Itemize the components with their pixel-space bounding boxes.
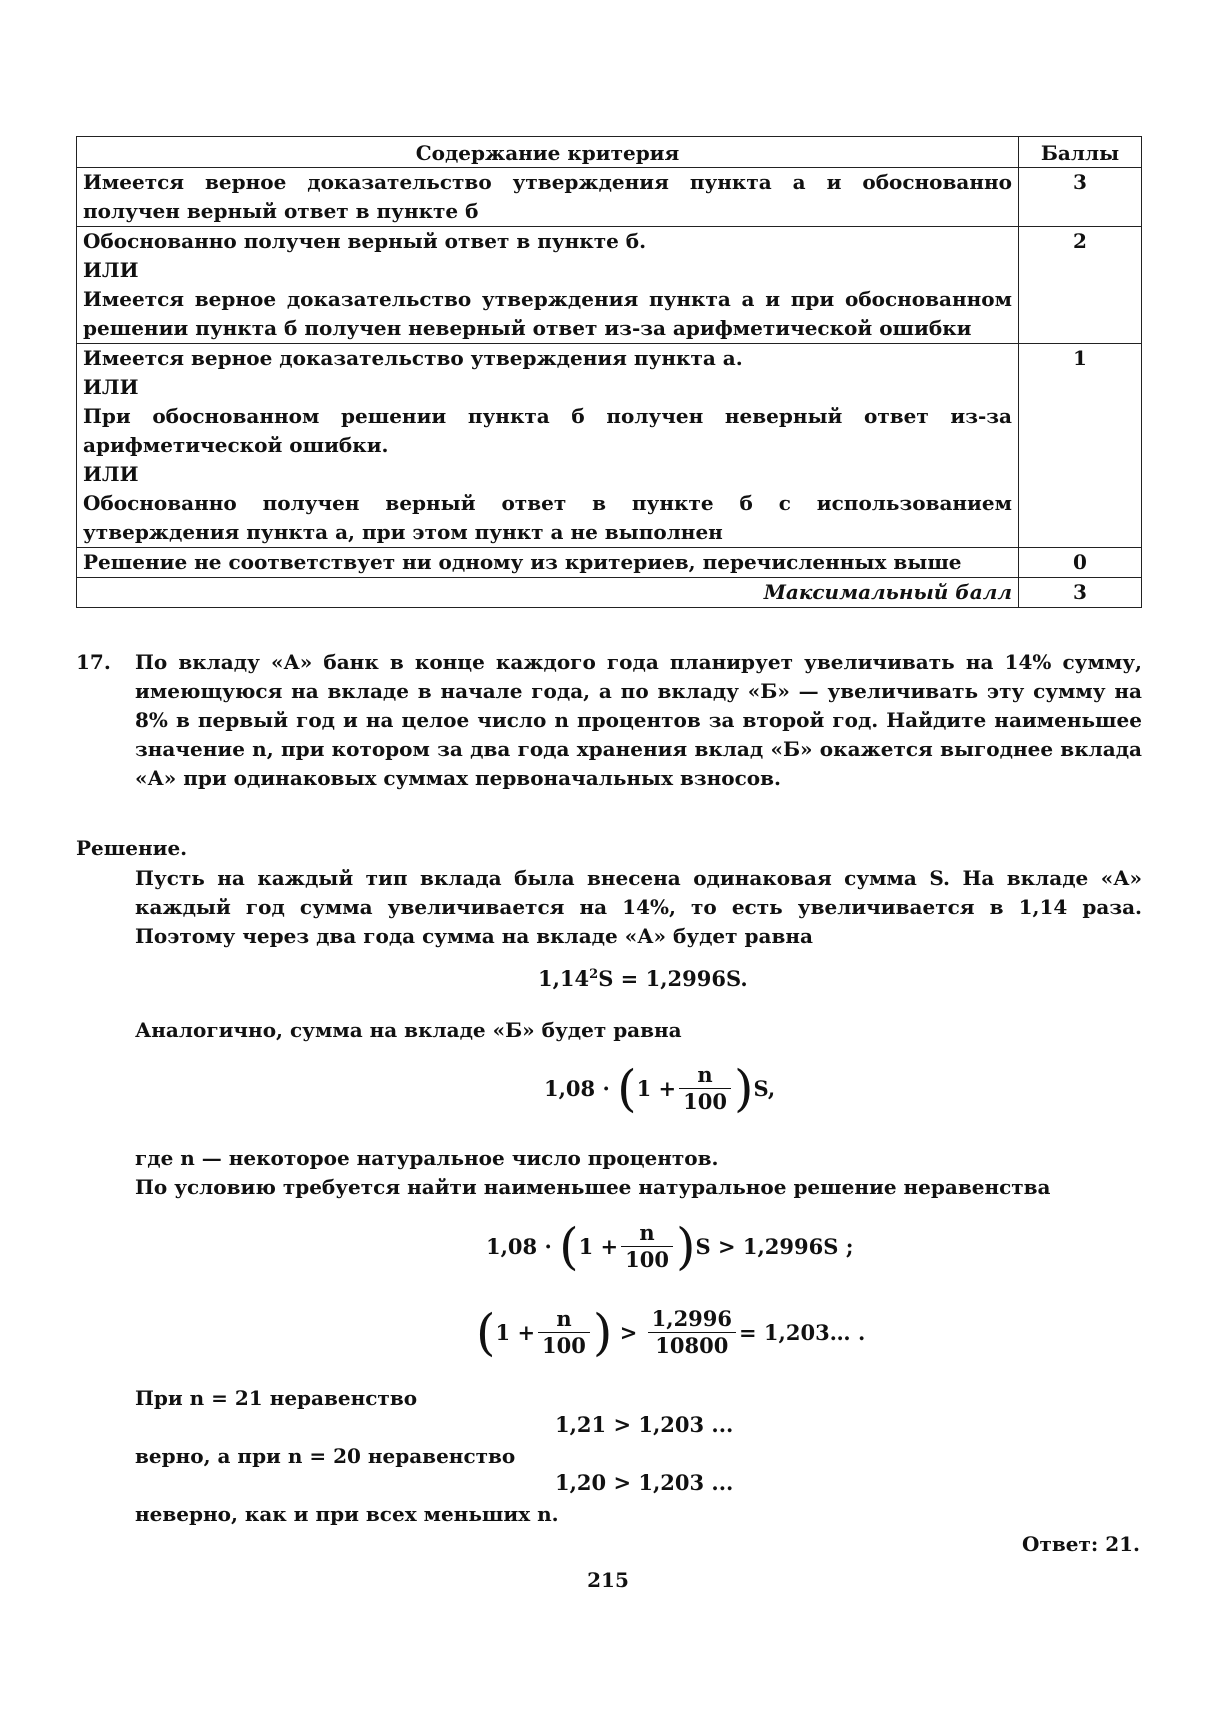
eq3-fraction [621,1220,673,1273]
eq2-coef: 1,08 · [544,1076,610,1101]
problem-17 [76,648,1142,793]
solution-heading: Решение. [76,836,188,860]
header-criteria: Содержание критерия [77,137,1019,168]
eq3-den: 100 [625,1247,669,1272]
criterion-line: Обоснованно получен верный ответ в пункте б. [83,229,647,253]
eq2-one-plus: 1 + [636,1076,677,1101]
max-score-value: 3 [1019,578,1142,608]
equation-4 [476,1303,866,1362]
criterion-or: ИЛИ [83,258,139,282]
solution-paragraph-7: неверно, как и при всех меньших n. [135,1502,559,1526]
eq3-coef: 1,08 · [486,1234,552,1259]
criterion-line: При обоснованном решении пункта б получен неверный ответ из-за арифметической ошибки. [83,404,1012,457]
eq3-paren-close: ) [675,1217,696,1276]
equation-1 [538,966,748,991]
criterion-or: ИЛИ [83,462,139,486]
eq3-paren-open: ( [559,1217,579,1276]
problem-text: По вкладу «А» банк в конце каждого года планирует увеличивать на 14% сумму, имеющуюся на вкладе в начале года, а по вкладу «Б» — увеличивать эту сумму на 8% в первый год и на целое число n процентов за второй год. Найдите наименьшее значение n, при котором за два года хранения вклад «Б» окажется выгоднее вклада «А» при одинаковых суммах первоначальных взносов. [135,650,1142,790]
eq2-num: n [679,1062,731,1089]
criteria-table [76,136,1142,608]
eq3-num: n [621,1220,673,1247]
equation-3 [486,1217,854,1276]
criterion-line: Решение не соответствует ни одному из критериев, перечисленных выше [83,550,962,574]
eq4-gt: > [619,1320,638,1345]
eq4-num2: 1,2996 [648,1306,736,1333]
solution-paragraph-4: По условию требуется найти наименьшее натуральное решение неравенства [135,1175,1051,1199]
eq4-fraction [538,1306,590,1359]
equation-6: 1,20 > 1,203 ... [555,1470,734,1495]
criterion-line: Имеется верное доказательство утверждения пункта а. [83,346,743,370]
table-header-row [77,137,1142,168]
eq4-one-plus: 1 + [495,1320,536,1345]
criterion-line: Обоснованно получен верный ответ в пункте б с использованием утверждения пункта а, при этом пункт а не выполнен [83,491,1012,544]
eq3-one-plus: 1 + [578,1234,619,1259]
solution-paragraph-3: где n — некоторое натуральное число процентов. [135,1146,719,1170]
solution-paragraph-6: верно, а при n = 20 неравенство [135,1444,516,1468]
page-number: 215 [587,1568,629,1592]
eq2-tail: S, [753,1076,776,1101]
eq1-exp: 2 [589,967,599,982]
table-row [77,227,1142,344]
eq2-paren-close: ) [733,1059,754,1118]
eq1-base: 1,14 [538,966,590,991]
eq3-tail: S > 1,2996S ; [695,1234,854,1259]
eq2-paren-open: ( [617,1059,637,1118]
criterion-points: 3 [1019,168,1142,227]
eq2-fraction [679,1062,731,1115]
equation-2 [544,1059,776,1118]
eq4-fraction-2 [648,1306,736,1359]
criterion-line: Имеется верное доказательство утверждения пункта а и обоснованно получен верный ответ в пункте б [83,170,1012,223]
criterion-description [77,227,1019,344]
solution-paragraph-5: При n = 21 неравенство [135,1386,418,1410]
max-score-label: Максимальный балл [77,578,1019,608]
criterion-points: 1 [1019,344,1142,548]
table-row [77,344,1142,548]
eq1-rest: S = 1,2996S. [598,966,748,991]
problem-number: 17. [76,650,111,674]
criterion-description [77,168,1019,227]
criterion-points: 0 [1019,548,1142,578]
eq4-num: n [538,1306,590,1333]
eq4-den: 100 [542,1333,586,1358]
criterion-points: 2 [1019,227,1142,344]
criterion-line: Имеется верное доказательство утверждения пункта а и при обоснованном решении пункта б получен неверный ответ из-за арифметической ошибки [83,287,1012,340]
criterion-or: ИЛИ [83,375,139,399]
eq4-tail: = 1,203… . [739,1320,866,1345]
eq4-paren-close: ) [592,1303,613,1362]
table-row [77,168,1142,227]
eq2-den: 100 [683,1089,727,1114]
table-max-row [77,578,1142,608]
equation-5: 1,21 > 1,203 ... [555,1412,734,1437]
answer: Ответ: 21. [1022,1532,1140,1556]
solution-paragraph-2: Аналогично, сумма на вкладе «Б» будет равна [135,1018,682,1042]
header-points: Баллы [1019,137,1142,168]
table-row [77,548,1142,578]
criterion-description [77,548,1019,578]
eq4-paren-open: ( [476,1303,496,1362]
eq4-den2: 10800 [655,1333,729,1358]
solution-paragraph-1: Пусть на каждый тип вклада была внесена одинаковая сумма S. На вкладе «А» каждый год сумма увеличивается на 14%, то есть увеличивается в 1,14 раза. Поэтому через два года сумма на вкладе «А» будет равна [135,866,1142,948]
criterion-description [77,344,1019,548]
